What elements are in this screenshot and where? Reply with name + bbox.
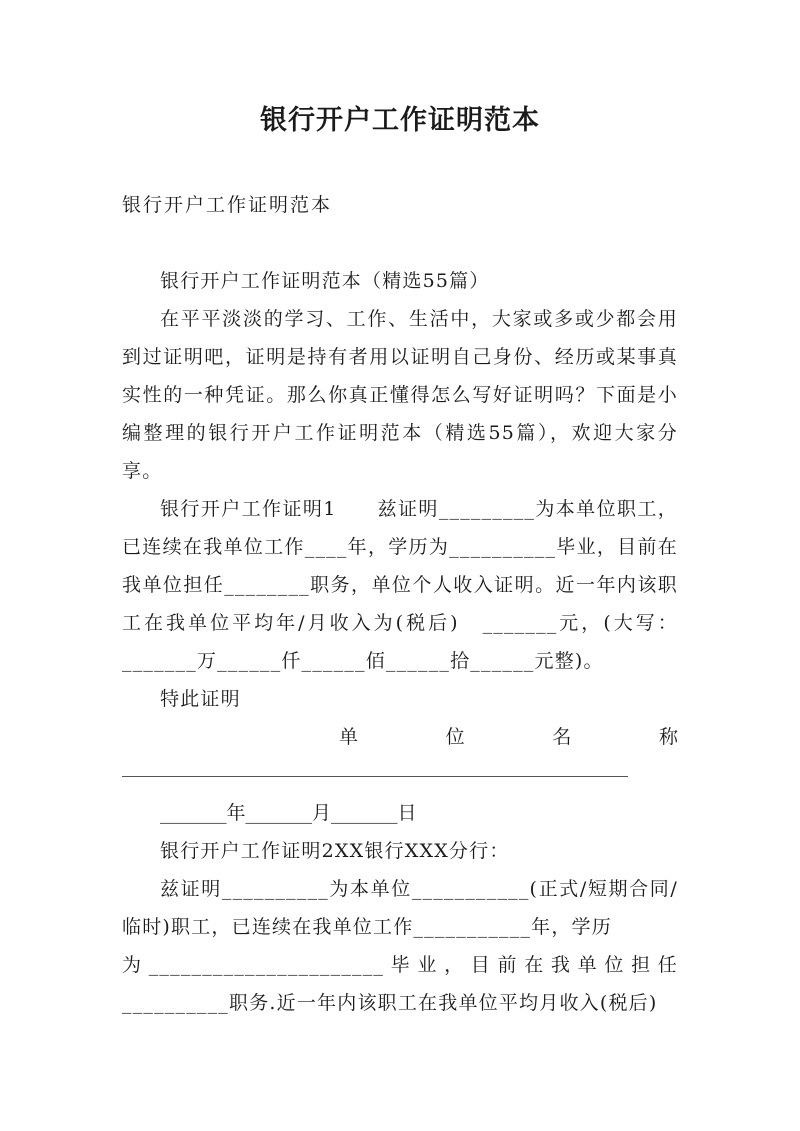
paragraph-intro: 在平平淡淡的学习、工作、生活中，大家或多或少都会用到过证明吧，证明是持有者用以证明自己身份、经历或某事真实性的一种凭证。那么你真正懂得怎么写好证明吗？下面是小编整理的银行开户工作证明范本（精选55篇），欢迎大家分享。 <box>122 308 678 482</box>
paragraph-cert-2-line: __________职务.近一年内该职工在我单位平均月收入(税后) <box>122 992 658 1014</box>
paragraph-cert-1: 银行开户工作证明1 兹证明_________为本单位职工，已连续在我单位工作____年，学历为__________毕业，目前在我单位担任________职务，单位个人收入证明。近一年内该职工在我单位平均年/月收入为(税后) _______元，(大写：_______万______仟______佰______拾______元整)。 <box>122 498 678 672</box>
signature-char: 称 <box>658 726 678 748</box>
signature-char: 位 <box>445 726 465 748</box>
paragraph-intro-heading: 银行开户工作证明范本（精选55篇） <box>160 270 490 292</box>
date-line: _______年_______月_______日 <box>160 802 417 824</box>
signature-char: 单 <box>339 726 359 748</box>
paragraph-cert-2-heading: 银行开户工作证明2XX银行XXX分行： <box>160 840 510 862</box>
document-subtitle: 银行开户工作证明范本 <box>122 194 333 216</box>
document-title: 银行开户工作证明范本 <box>260 105 540 136</box>
paragraph-closing: 特此证明 <box>160 688 241 710</box>
paragraph-cert-2-line: 为______________________毕业，目前在我单位担任 <box>122 954 678 976</box>
paragraph-cert-2-body: 兹证明__________为本单位___________(正式/短期合同/临时)职工，已连续在我单位工作___________年，学历 <box>122 878 678 938</box>
document-body <box>122 262 678 1022</box>
signature-line <box>122 756 678 794</box>
signature-unit-name <box>122 718 678 756</box>
signature-char: 名 <box>552 726 572 748</box>
